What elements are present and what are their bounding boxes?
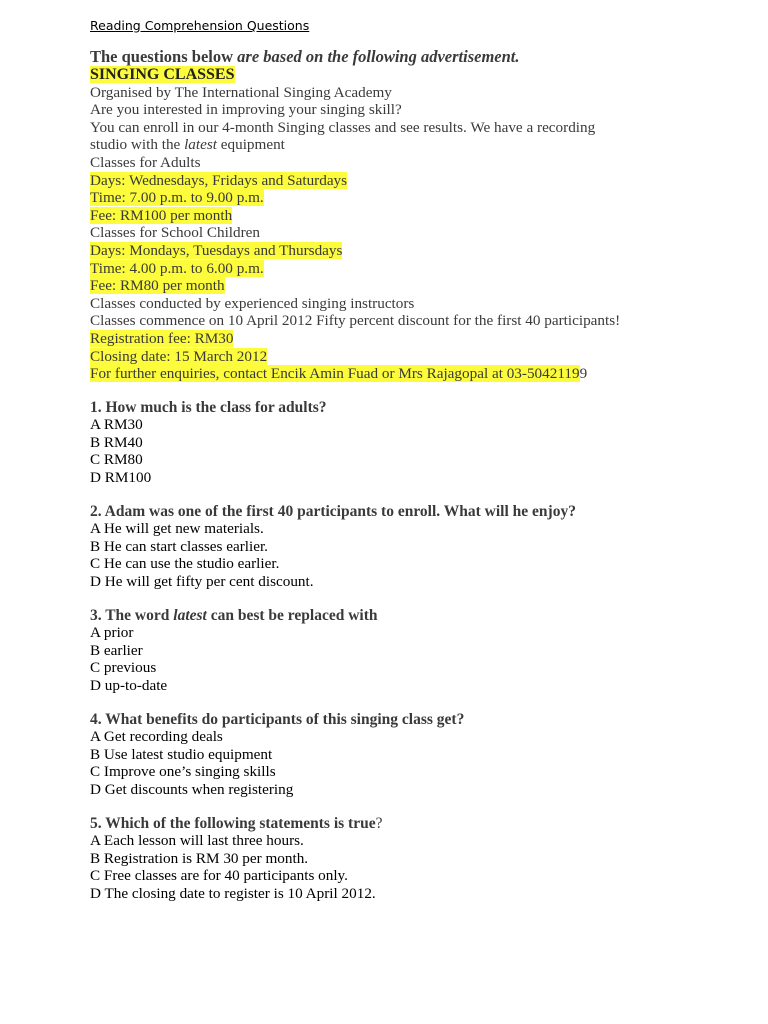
document-title: Reading Comprehension Questions <box>90 18 310 33</box>
intro-part1: The questions below <box>90 47 238 66</box>
ad-enroll-pre: studio with the <box>90 136 185 154</box>
option-d: D He will get fifty per cent discount. <box>90 573 314 591</box>
option-c: C previous <box>90 659 157 677</box>
ad-enquiries-tail: 9 <box>579 365 588 383</box>
option-b: B He can start classes earlier. <box>90 537 268 555</box>
ad-children-heading: Classes for School Children <box>90 224 260 242</box>
ad-adults-days: Days: Wednesdays, Fridays and Saturdays <box>90 171 348 189</box>
option-d: D The closing date to register is 10 April 2012. <box>90 884 376 902</box>
question-text <box>90 607 730 625</box>
question-text: 1. How much is the class for adults? <box>90 398 327 416</box>
question-text: 2. Adam was one of the first 40 participants to enroll. What will he enjoy? <box>90 502 576 520</box>
ad-adults-fee: Fee: RM100 per month <box>90 206 233 224</box>
option-c: C Free classes are for 40 participants only. <box>90 867 348 885</box>
ad-enroll-italic: latest <box>184 136 217 154</box>
option-b: B Registration is RM 30 per month. <box>90 849 309 867</box>
ad-closing-date: Closing date: 15 March 2012 <box>90 347 268 365</box>
option-c: C RM80 <box>90 451 143 469</box>
advertisement <box>90 66 730 383</box>
question-5 <box>90 815 730 903</box>
option-c: C He can use the studio earlier. <box>90 555 280 573</box>
question-text-italic: latest <box>173 606 207 624</box>
option-d: D up-to-date <box>90 677 168 694</box>
ad-children-fee: Fee: RM80 per month <box>90 277 225 295</box>
ad-registration-fee: Registration fee: RM30 <box>90 329 234 347</box>
question-1 <box>90 399 730 487</box>
question-text: 4. What benefits do participants of this singing class get? <box>90 710 465 728</box>
intro-part2: are based on the following advertisement. <box>237 47 520 66</box>
ad-children-days: Days: Mondays, Tuesdays and Thursdays <box>90 241 343 259</box>
question-text <box>90 815 730 833</box>
ad-enquiries: For further enquiries, contact Encik Amin Fuad or Mrs Rajagopal at 03-5042119 <box>90 365 580 383</box>
ad-enroll-line2 <box>90 136 730 154</box>
ad-children-time: Time: 4.00 p.m. to 6.00 p.m. <box>90 259 264 277</box>
ad-title: SINGING CLASSES <box>90 66 235 83</box>
option-a: A prior <box>90 624 134 642</box>
ad-instructors: Classes conducted by experienced singing instructors <box>90 294 415 312</box>
option-c: C Improve one’s singing skills <box>90 763 276 781</box>
ad-question: Are you interested in improving your singing skill? <box>90 101 402 119</box>
option-b: B RM40 <box>90 433 143 451</box>
ad-adults-time: Time: 7.00 p.m. to 9.00 p.m. <box>90 189 264 207</box>
question-text-suffix: ? <box>375 814 383 832</box>
intro-line <box>90 48 730 66</box>
question-text-main: 5. Which of the following statements is true <box>90 814 376 832</box>
ad-adults-heading: Classes for Adults <box>90 153 201 171</box>
question-text-pre: 3. The word <box>90 606 174 624</box>
ad-organiser: Organised by The International Singing Academy <box>90 83 392 101</box>
document-page <box>90 18 730 903</box>
question-2 <box>90 503 730 591</box>
option-a: A Each lesson will last three hours. <box>90 832 304 850</box>
ad-commence: Classes commence on 10 April 2012 Fifty percent discount for the first 40 participants! <box>90 312 621 330</box>
option-b: B earlier <box>90 641 143 659</box>
ad-enroll-post: equipment <box>216 136 285 154</box>
option-b: B Use latest studio equipment <box>90 745 273 763</box>
option-d: D RM100 <box>90 469 152 487</box>
option-a: A He will get new materials. <box>90 520 264 538</box>
question-3 <box>90 607 730 695</box>
option-d: D Get discounts when registering <box>90 780 294 798</box>
option-a: A Get recording deals <box>90 728 223 746</box>
question-text-post: can best be replaced with <box>206 606 378 624</box>
question-4 <box>90 711 730 799</box>
ad-enroll-line1: You can enroll in our 4-month Singing classes and see results. We have a recording <box>90 118 596 136</box>
option-a: A RM30 <box>90 416 143 434</box>
